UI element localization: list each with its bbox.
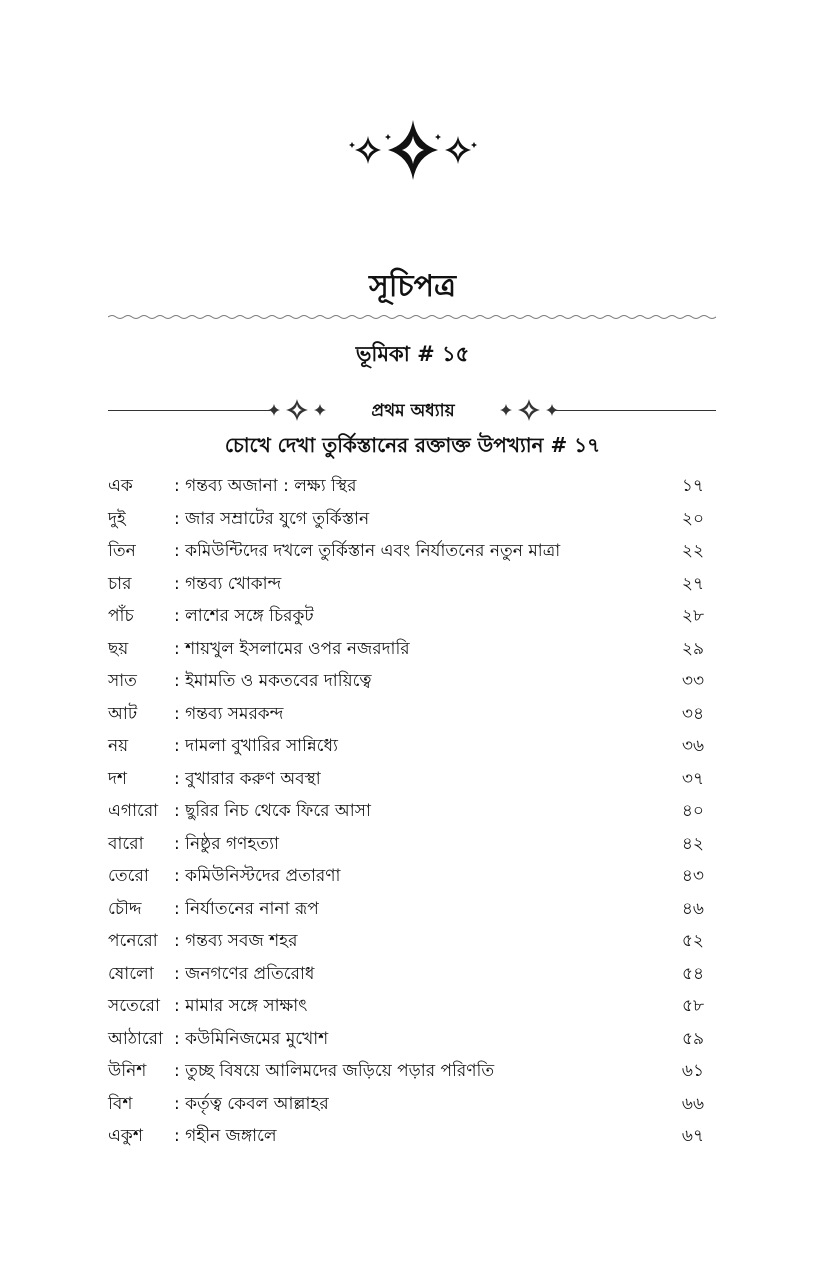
toc-chapter-number: উনিশ <box>108 1061 147 1081</box>
page-title: সূচিপত্র <box>369 269 456 304</box>
toc-page-number: ৩৭ <box>681 768 704 789</box>
toc-chapter-number: আঠারো <box>108 1028 163 1049</box>
toc-chapter-number: সতেরো <box>108 996 160 1016</box>
decorative-divider <box>108 312 716 322</box>
toc-chapter-title: : কউমিনিজমের মুখোশ <box>174 1028 329 1049</box>
toc-row <box>108 1055 708 1088</box>
toc-page-number: ৬৭ <box>681 1126 704 1146</box>
toc-page-number: ৫৮ <box>681 996 704 1016</box>
toc-chapter-title: : দামলা বুখারির সান্নিধ্যে <box>174 736 338 756</box>
toc-row <box>108 600 708 633</box>
toc-chapter-number: চৌদ্দ <box>108 898 142 919</box>
toc-row <box>108 535 708 568</box>
table-of-contents <box>108 470 708 1153</box>
toc-page-number: ২৮ <box>681 606 704 626</box>
toc-row <box>108 990 708 1023</box>
toc-row <box>108 1023 708 1056</box>
toc-page-number: ১৭ <box>681 476 704 496</box>
toc-chapter-title: : জনগণের প্রতিরোধ <box>174 963 315 984</box>
toc-chapter-number: এক <box>108 476 133 496</box>
toc-chapter-number: তিন <box>108 541 136 561</box>
toc-chapter-title: : গন্তব্য অজানা : লক্ষ্য স্থির <box>174 476 357 496</box>
toc-chapter-number: বিশ <box>108 1093 133 1114</box>
toc-chapter-number: এগারো <box>108 801 159 821</box>
toc-chapter-number: আট <box>108 703 138 724</box>
toc-chapter-title: : মামার সঙ্গে সাক্ষাৎ <box>174 996 308 1016</box>
chapter-heading-row <box>108 396 716 424</box>
toc-chapter-title: : নিষ্ঠুর গণহত্যা <box>174 833 279 854</box>
toc-row <box>108 795 708 828</box>
toc-chapter-number: নয় <box>108 736 129 756</box>
toc-row <box>108 698 708 731</box>
toc-row <box>108 470 708 503</box>
toc-page-number: ৬৬ <box>681 1093 704 1114</box>
toc-chapter-title: : কমিউনিস্টদের প্রতারণা <box>174 866 341 886</box>
toc-chapter-number: পনেরো <box>108 931 158 951</box>
toc-chapter-number: দুই <box>108 508 126 529</box>
toc-page-number: ২৭ <box>681 573 704 594</box>
toc-chapter-title: : গন্তব্য সমরকন্দ <box>174 703 284 724</box>
toc-chapter-title: : শায়খুল ইসলামের ওপর নজরদারি <box>174 638 410 659</box>
toc-page-number: ৩৩ <box>681 671 704 691</box>
toc-page-number: ৪৩ <box>681 866 704 886</box>
toc-chapter-title: : তুচ্ছ বিষয়ে আলিমদের জড়িয়ে পড়ার পরিণতি <box>174 1061 495 1081</box>
toc-row <box>108 730 708 763</box>
toc-chapter-number: বারো <box>108 833 144 854</box>
introduction-heading: ভূমিকা # ১৫ <box>355 342 470 366</box>
toc-page-number: ২৯ <box>681 638 704 659</box>
toc-row <box>108 568 708 601</box>
toc-page-number: ৩৬ <box>681 736 704 756</box>
toc-row <box>108 925 708 958</box>
toc-row <box>108 633 708 666</box>
toc-page-number: ২২ <box>681 541 704 561</box>
toc-page-number: ৪২ <box>681 833 704 854</box>
toc-chapter-title: : গন্তব্য খোকান্দ <box>174 573 282 594</box>
toc-chapter-title: : ইমামতি ও মকতবের দায়িত্বে <box>174 671 372 691</box>
toc-chapter-title: : নির্যাতনের নানা রূপ <box>174 898 319 919</box>
toc-row <box>108 665 708 698</box>
toc-page-number: ৫৪ <box>681 963 704 984</box>
toc-row <box>108 1088 708 1121</box>
toc-chapter-number: তেরো <box>108 866 149 886</box>
ornament-icon <box>348 118 478 182</box>
toc-page-number: ৫৯ <box>681 1028 704 1049</box>
divider-line-left <box>108 410 270 411</box>
toc-chapter-title: : কর্তৃত্ব কেবল আল্লাহর <box>174 1093 329 1114</box>
toc-chapter-number: দশ <box>108 768 127 789</box>
chapter-label: প্রথম অধ্যায় <box>371 401 455 421</box>
toc-page-number: ৬১ <box>681 1061 704 1081</box>
toc-chapter-number: পাঁচ <box>108 606 134 626</box>
chapter-title: চোখে দেখা তুর্কিস্তানের রক্তাক্ত উপখ্যান # ১৭ <box>224 433 601 457</box>
toc-page-number: ৪০ <box>681 801 704 821</box>
toc-chapter-title: : জার সম্রাটের যুগে তুর্কিস্তান <box>174 508 370 529</box>
toc-row <box>108 503 708 536</box>
toc-row <box>108 763 708 796</box>
toc-chapter-number: চার <box>108 573 132 594</box>
toc-chapter-title: : গন্তব্য সবজ শহর <box>174 931 298 951</box>
divider-line-right <box>554 410 716 411</box>
toc-chapter-title: : ছুরির নিচ থেকে ফিরে আসা <box>174 801 371 821</box>
toc-row <box>108 828 708 861</box>
toc-row <box>108 893 708 926</box>
toc-chapter-number: ষোলো <box>108 963 154 984</box>
small-ornament-icon <box>262 398 332 422</box>
toc-page-number: ৩৪ <box>681 703 704 724</box>
toc-page-number: ২০ <box>681 508 704 529</box>
toc-chapter-number: একুশ <box>108 1126 143 1146</box>
toc-chapter-number: ছয় <box>108 638 129 659</box>
toc-chapter-title: : বুখারার করুণ অবস্থা <box>174 768 321 789</box>
toc-row <box>108 958 708 991</box>
toc-chapter-title: : গহীন জঙ্গালে <box>174 1126 277 1146</box>
toc-chapter-number: সাত <box>108 671 137 691</box>
toc-page-number: ৪৬ <box>681 898 704 919</box>
toc-row <box>108 1120 708 1153</box>
toc-page-number: ৫২ <box>681 931 704 951</box>
toc-chapter-title: : কমিউন্টিদের দখলে তুর্কিস্তান এবং নির্যাতনের নতুন মাত্রা <box>174 541 561 561</box>
toc-chapter-title: : লাশের সঙ্গে চিরকুট <box>174 606 314 626</box>
toc-row <box>108 860 708 893</box>
